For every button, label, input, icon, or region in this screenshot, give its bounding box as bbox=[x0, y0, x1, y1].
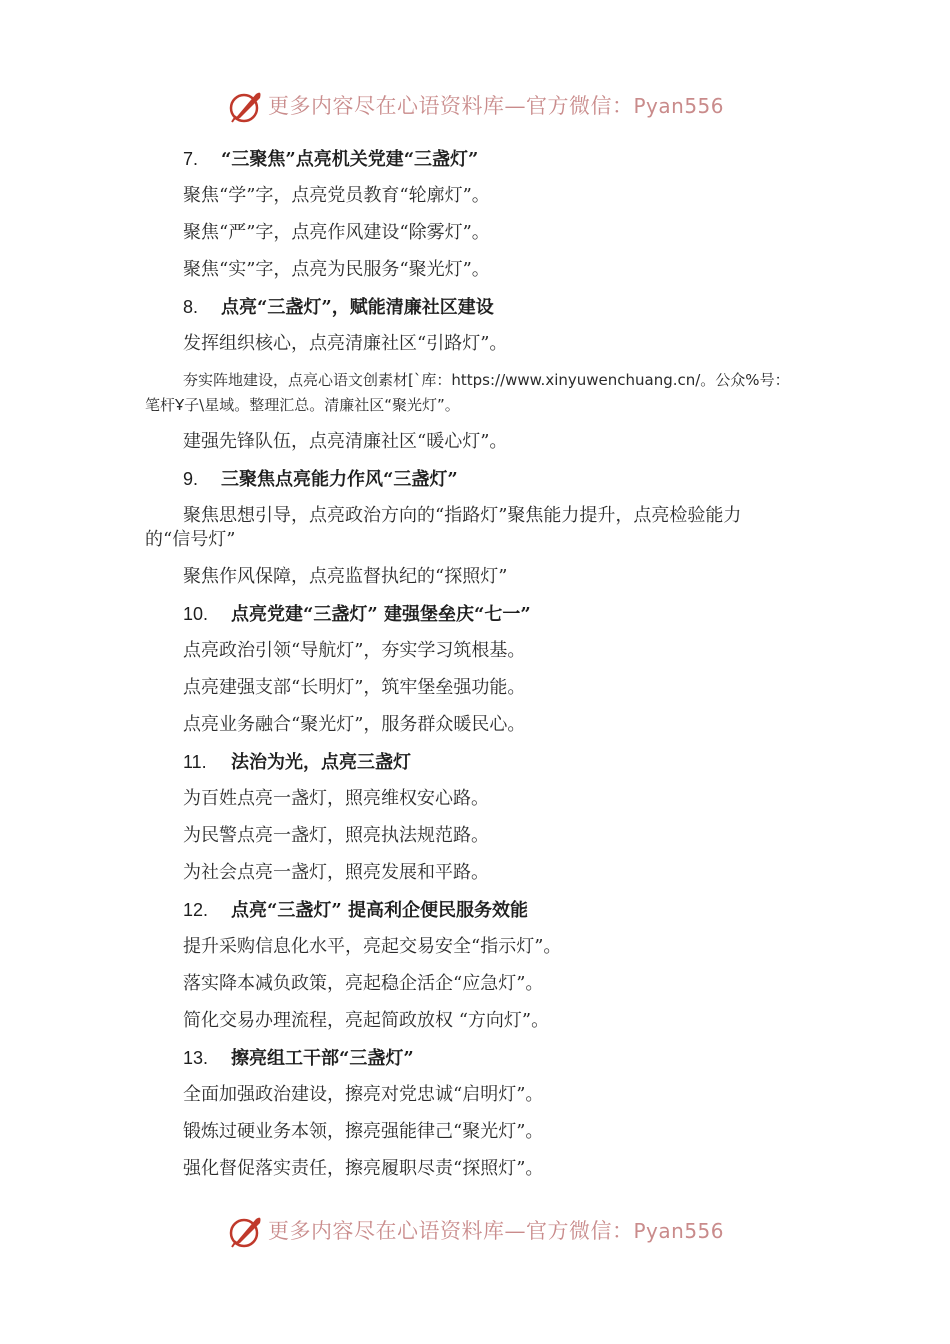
section-heading: 7. “三聚焦”点亮机关党建“三盏灯” bbox=[183, 149, 479, 170]
paragraph: 聚焦“严”字，点亮作风建设“除雾灯”。 bbox=[183, 222, 490, 243]
footer-banner bbox=[0, 1211, 950, 1251]
wechat-id: Pyan556 bbox=[633, 1219, 725, 1243]
paragraph: 聚焦作风保障，点亮监督执纪的“探照灯” bbox=[183, 566, 508, 587]
paragraph: 笔杆Ұ子\星域。整理汇总。清廉社区“聚光灯”。 bbox=[145, 396, 460, 414]
header-banner bbox=[0, 86, 950, 126]
section-heading: 12. 点亮“三盏灯” 提高利企便民服务效能 bbox=[183, 900, 528, 921]
paragraph: 点亮业务融合“聚光灯”，服务群众暖民心。 bbox=[183, 714, 526, 735]
paragraph: 为百姓点亮一盏灯，照亮维权安心路。 bbox=[183, 788, 489, 809]
paragraph: 提升采购信息化水平，亮起交易安全“指示灯”。 bbox=[183, 936, 562, 957]
banner-text: 更多内容尽在心语资料库—官方微信：Pyan556 bbox=[268, 1219, 725, 1243]
section-heading: 13. 擦亮组工干部“三盏灯” bbox=[183, 1048, 414, 1069]
paragraph: 强化督促落实责任，擦亮履职尽责“探照灯”。 bbox=[183, 1158, 544, 1179]
paragraph: 聚焦思想引导，点亮政治方向的“指路灯”聚焦能力提升，点亮检验能力 bbox=[183, 505, 742, 526]
paragraph: 锻炼过硬业务本领，擦亮强能律己“聚光灯”。 bbox=[183, 1121, 544, 1142]
paragraph: 简化交易办理流程，亮起简政放权 “方向灯”。 bbox=[183, 1010, 550, 1031]
paragraph: 建强先锋队伍，点亮清廉社区“暖心灯”。 bbox=[183, 431, 508, 452]
paragraph: 为民警点亮一盏灯，照亮执法规范路。 bbox=[183, 825, 489, 846]
paragraph: 聚焦“学”字，点亮党员教育“轮廓灯”。 bbox=[183, 185, 490, 206]
section-heading: 11. 法治为光，点亮三盏灯 bbox=[183, 752, 411, 773]
quill-logo-icon bbox=[226, 86, 266, 126]
paragraph: 全面加强政治建设，擦亮对党忠诚“启明灯”。 bbox=[183, 1084, 544, 1105]
paragraph: 为社会点亮一盏灯，照亮发展和平路。 bbox=[183, 862, 489, 883]
paragraph: 夯实阵地建设，点亮心语文创素材[`库：https://www.xinyuwenchuang.cn/。公众%号： bbox=[183, 371, 790, 389]
quill-logo-icon bbox=[226, 1211, 266, 1251]
paragraph: 聚焦“实”字，点亮为民服务“聚光灯”。 bbox=[183, 259, 490, 280]
paragraph: 落实降本减负政策，亮起稳企活企“应急灯”。 bbox=[183, 973, 544, 994]
wechat-id: Pyan556 bbox=[633, 94, 725, 118]
section-heading: 8. 点亮“三盏灯”，赋能清廉社区建设 bbox=[183, 297, 494, 318]
banner-text: 更多内容尽在心语资料库—官方微信：Pyan556 bbox=[268, 94, 725, 118]
section-heading: 10. 点亮党建“三盏灯” 建强堡垒庆“七一” bbox=[183, 604, 531, 625]
paragraph: 点亮建强支部“长明灯”，筑牢堡垒强功能。 bbox=[183, 677, 526, 698]
paragraph: 发挥组织核心，点亮清廉社区“引路灯”。 bbox=[183, 333, 508, 354]
paragraph: 的“信号灯” bbox=[145, 529, 236, 550]
paragraph: 点亮政治引领“导航灯”，夯实学习筑根基。 bbox=[183, 640, 526, 661]
section-heading: 9. 三聚焦点亮能力作风“三盏灯” bbox=[183, 469, 458, 490]
